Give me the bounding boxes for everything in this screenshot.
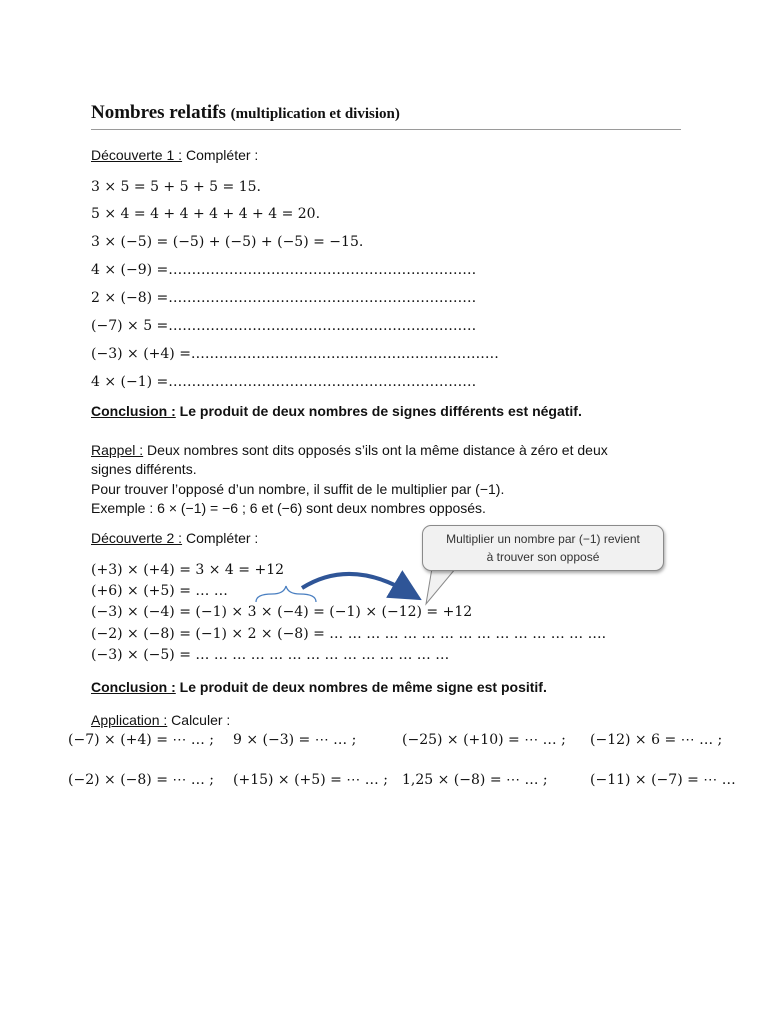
application-instruction: Calculer : bbox=[167, 712, 231, 728]
exercise-item: (+15) × (+5) = ⋯ … ; bbox=[233, 772, 388, 788]
title-main: Nombres relatifs bbox=[91, 102, 226, 123]
callout-bubble bbox=[422, 525, 664, 571]
rappel-line: Pour trouver l’opposé d’un nombre, il suffit de le multiplier par (−1). bbox=[91, 481, 505, 497]
decouverte2-line: (−3) × (−4) = (−1) × 3 × (−4) = (−1) × (−12) = +12 bbox=[91, 604, 473, 620]
decouverte1-line: 3 × 5 = 5 + 5 + 5 = 15. bbox=[91, 179, 261, 195]
rappel-text: Deux nombres sont dits opposés s’ils ont la même distance à zéro et deux bbox=[143, 442, 608, 458]
exercise-item: (−12) × 6 = ⋯ … ; bbox=[590, 732, 723, 748]
brace-icon bbox=[256, 586, 316, 602]
decouverte2-line: (+6) × (+5) = … … bbox=[91, 583, 228, 599]
decouverte1-label: Découverte 1 : bbox=[91, 147, 183, 163]
decouverte2-heading bbox=[91, 529, 258, 547]
rappel-line bbox=[91, 441, 608, 459]
exercise-item: (−2) × (−8) = ⋯ … ; bbox=[68, 772, 215, 788]
decouverte1-heading bbox=[91, 146, 258, 164]
callout-line: à trouver son opposé bbox=[486, 550, 600, 564]
application-label: Application : bbox=[91, 712, 168, 728]
curved-arrow-graphic bbox=[250, 562, 430, 622]
curved-arrow-icon bbox=[302, 574, 408, 592]
decouverte1-line: 2 × (−8) =………………………………………………………… bbox=[91, 290, 477, 306]
conclusion1 bbox=[91, 402, 582, 420]
conclusion2-text: Le produit de deux nombres de même signe est positif. bbox=[175, 679, 547, 695]
decouverte2-instruction: Compléter : bbox=[182, 530, 259, 546]
title-subtitle: (multiplication et division) bbox=[230, 106, 400, 122]
decouverte1-line: (−3) × (+4) =………………………………………………………… bbox=[91, 346, 499, 362]
title-divider bbox=[91, 129, 681, 130]
callout-line: Multiplier un nombre par (−1) revient bbox=[446, 532, 640, 546]
exercise-item: 9 × (−3) = ⋯ … ; bbox=[233, 732, 357, 748]
conclusion1-text: Le produit de deux nombres de signes différents est négatif. bbox=[175, 403, 582, 419]
decouverte2-line: (+3) × (+4) = 3 × 4 = +12 bbox=[91, 562, 285, 578]
conclusion2 bbox=[91, 678, 547, 696]
exercise-item: 1,25 × (−8) = ⋯ … ; bbox=[402, 772, 548, 788]
exercise-item: (−7) × (+4) = ⋯ … ; bbox=[68, 732, 215, 748]
decouverte1-instruction: Compléter : bbox=[182, 147, 259, 163]
conclusion2-label: Conclusion : bbox=[91, 679, 176, 695]
rappel-example: Exemple : 6 × (−1) = −6 ; 6 et (−6) sont deux nombres opposés. bbox=[91, 500, 486, 516]
decouverte1-line: 4 × (−1) =………………………………………………………… bbox=[91, 374, 477, 390]
decouverte2-label: Découverte 2 : bbox=[91, 530, 183, 546]
decouverte1-line: 3 × (−5) = (−5) + (−5) + (−5) = −15. bbox=[91, 234, 364, 250]
decouverte1-line: (−7) × 5 =………………………………………………………… bbox=[91, 318, 477, 334]
application-heading bbox=[91, 711, 230, 729]
rappel-label: Rappel : bbox=[91, 442, 144, 458]
decouverte1-line: 4 × (−9) =………………………………………………………… bbox=[91, 262, 477, 278]
decouverte2-line: (−3) × (−5) = … … … … … … … … … … … … … … bbox=[91, 647, 450, 663]
decouverte2-line: (−2) × (−8) = (−1) × 2 × (−8) = … … … … … … … … … … … … … … …. bbox=[91, 626, 607, 642]
decouverte1-line: 5 × 4 = 4 + 4 + 4 + 4 + 4 = 20. bbox=[91, 206, 321, 222]
rappel-line: signes différents. bbox=[91, 461, 197, 477]
conclusion1-label: Conclusion : bbox=[91, 403, 176, 419]
exercise-item: (−11) × (−7) = ⋯ … bbox=[590, 772, 736, 788]
page-title bbox=[91, 102, 400, 124]
exercise-item: (−25) × (+10) = ⋯ … ; bbox=[402, 732, 566, 748]
